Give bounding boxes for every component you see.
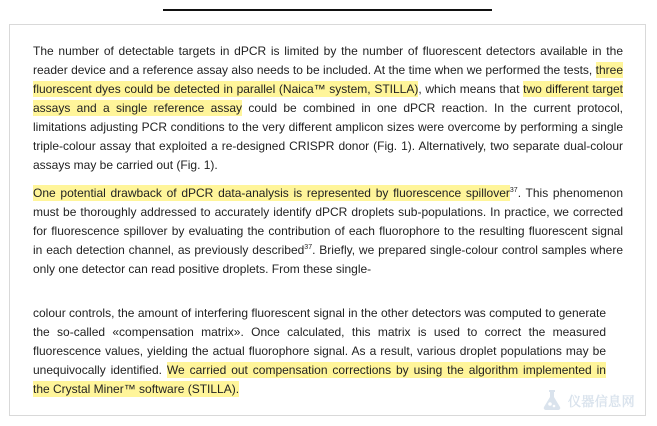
- body-text: . Briefly, we prepared single-colour control samples where only one detector can read positive droplets. From these single-: [33, 243, 623, 276]
- paragraph-3: [33, 304, 606, 399]
- body-text: colour controls, the amount of interfering fluorescent signal in the other detectors was computed to generate the so-called «compensation matrix». Once calculated, this matrix is used to correct the measured fluorescence values, yielding the actual fluorophore signal. As a result, various droplet populations may be unequivocally identified.: [33, 306, 606, 377]
- highlighted-text: three fluorescent dyes could be detected in parallel (Naica™ system, STILLA): [33, 63, 623, 96]
- body-text: could be combined in one dPCR reaction. In the current protocol, limitations adjusting PCR conditions to the very different amplicon sizes were overcome by performing a single triple-colour assay that exploited a re-designed CRISPR donor (Fig. 1). Alternatively, two separate dual-colour assays may be carried out (Fig. 1).: [33, 101, 623, 172]
- citation-superscript: 37: [509, 187, 518, 194]
- highlighted-text: We carried out compensation corrections by using the algorithm implemented in the Crystal Miner™ software (STILLA).: [33, 363, 606, 396]
- body-text: . This phenomenon must be thoroughly addressed to accurately identify dPCR droplets sub-populations. In practice, we corrected for fluorescence spillover by evaluating the contribution of each fluorophore to the resulting fluorescent signal in each detection channel, as previously described: [33, 186, 623, 257]
- body-text: , which means that: [418, 82, 524, 96]
- top-divider: [163, 9, 492, 11]
- watermark-text: 仪器信息网: [567, 394, 635, 410]
- flask-logo-icon: [540, 388, 564, 412]
- paragraph-1: [33, 42, 623, 175]
- citation-superscript: 37: [304, 244, 313, 251]
- paragraph-2: [33, 184, 623, 279]
- watermark: [540, 388, 635, 412]
- highlighted-text: two different target assays and a single reference assay: [33, 82, 624, 115]
- body-text: The number of detectable targets in dPCR is limited by the number of fluorescent detectors available in the reader device and a reference assay also needs to be included. At the time when we performed the tests,: [33, 44, 623, 77]
- highlighted-text: One potential drawback of dPCR data-analysis is represented by fluorescence spillover: [33, 186, 510, 200]
